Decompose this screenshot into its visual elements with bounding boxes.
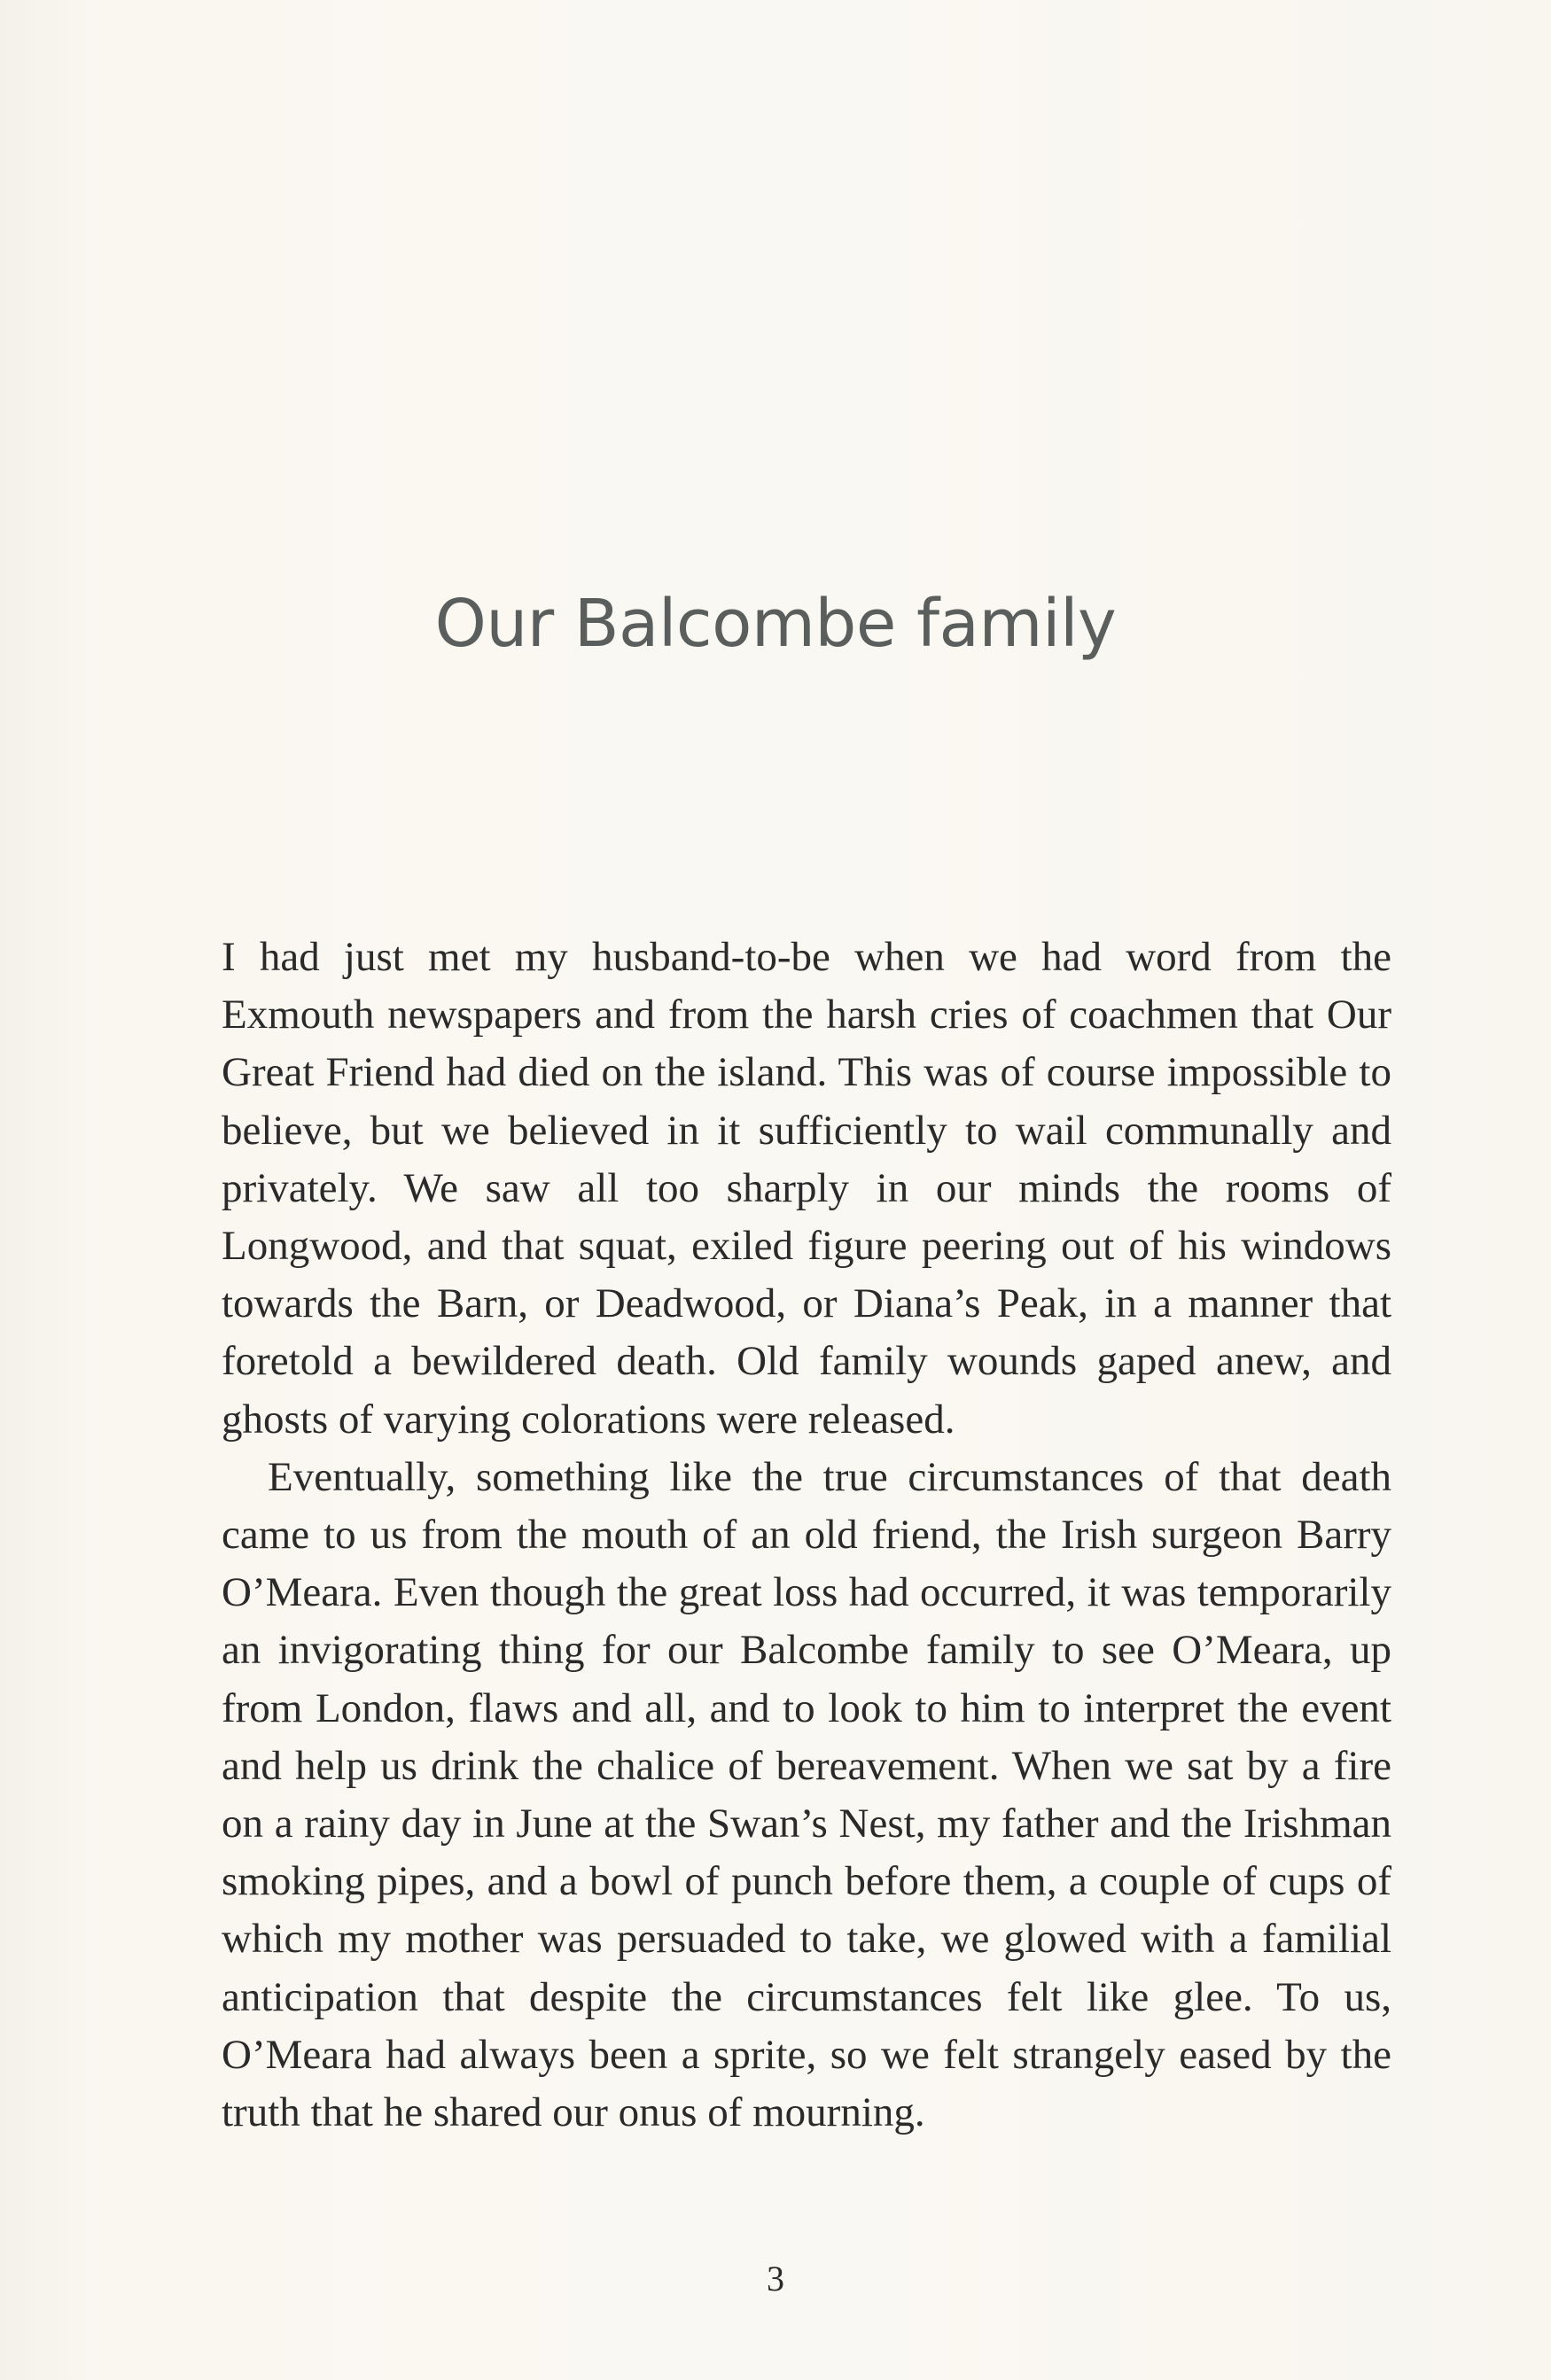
chapter-body (222, 929, 1391, 2142)
chapter-title: Our Balcombe family (434, 586, 1117, 662)
paragraph: Eventually, something like the true circumstances of that death came to us from the mouth of an old friend, the Irish surgeon Barry O’Meara. Even though the great loss had occurred, it was temporarily an invigorating thing for our Balcombe family to see O’Meara, up from London, flaws and all, and to look to him to interpret the event and help us drink the chalice of bereavement. When we sat by a fire on a rainy day in June at the Swan’s Nest, my father and the Irishman smoking pipes, and a bowl of punch before them, a couple of cups of which my mother was persuaded to take, we glowed with a familial anticipation that despite the circumstances felt like glee. To us, O’Meara had always been a sprite, so we felt strangely eased by the truth that he shared our onus of mourning. (222, 1453, 1391, 2136)
paragraph: I had just met my husband-to-be when we had word from the Exmouth newspapers and from the harsh cries of coachmen that Our Great Friend had died on the island. This was of course impossible to believe, but we believed in it sufficiently to wail communally and privately. We saw all too sharply in our minds the rooms of Longwood, and that squat, exiled figure peering out of his windows towards the Barn, or Deadwood, or Diana’s Peak, in a manner that foretold a bewildered death. Old family wounds gaped anew, and ghosts of varying colorations were released. (222, 934, 1391, 1443)
page-number: 3 (767, 2259, 784, 2298)
